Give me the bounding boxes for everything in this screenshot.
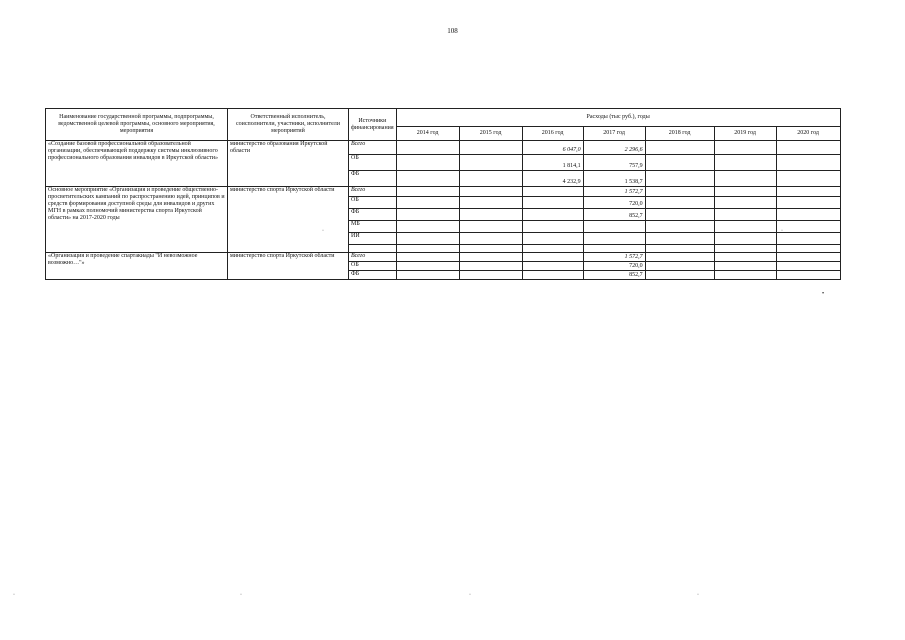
value-cell: 720,0 [583,262,645,271]
value-cell [776,209,840,221]
value-cell [645,171,714,187]
source-label: ОБ [349,262,397,271]
value-cell [776,221,840,233]
value-cell [396,197,459,209]
value-cell [714,221,776,233]
value-cell [459,271,522,280]
executor-name: министерство спорта Иркутской области [228,187,349,253]
table-row [46,253,841,262]
value-cell: 852,7 [583,271,645,280]
program-name: «Организация и проведение спартакиады "И невозможное возможно…"» [46,253,228,280]
table-row [46,187,841,197]
value-cell [714,253,776,262]
program-name: Основное мероприятие «Организация и проведение общественно-просветительских кампаний по распространению идей, принципов и средств формирования доступной среды для инвалидов и других МГН в рамках полномочий министерства спорта Иркутской области» на 2017-2020 годы [46,187,228,253]
value-cell [714,187,776,197]
value-cell [645,155,714,171]
value-cell [776,155,840,171]
value-cell [714,197,776,209]
table-row [46,141,841,155]
value-cell [459,141,522,155]
value-cell [522,271,583,280]
value-cell [776,262,840,271]
executor-name: министерство спорта Иркутской области [228,253,349,280]
value-cell [396,233,459,245]
source-label: МБ [349,221,397,233]
value-cell [522,233,583,245]
value-cell [459,187,522,197]
value-cell [645,262,714,271]
value-cell [714,141,776,155]
value-cell [396,171,459,187]
header-year: 2015 год [459,127,522,141]
value-cell [645,209,714,221]
value-cell [645,271,714,280]
value-cell: 6 047,0 [522,141,583,155]
scan-speck: · [697,592,699,598]
value-cell [459,155,522,171]
scan-speck: · [781,228,783,234]
value-cell [714,171,776,187]
value-cell [645,221,714,233]
value-cell [396,209,459,221]
value-cell [714,262,776,271]
value-cell [714,209,776,221]
value-cell [459,209,522,221]
scan-speck: · [13,592,15,598]
scan-speck: · [322,228,324,234]
program-name: «Создание базовой профессиональной образовательной организации, обеспечивающей поддержку системы инклюзивного профессионального образования инвалидов в Иркутской области» [46,141,228,187]
value-cell [396,141,459,155]
source-label: ОБ [349,155,397,171]
header-program: Наименование государственной программы, подпрограммы, ведомственной целевой программы, основного мероприятия, мероприятия [46,109,228,141]
value-cell [714,271,776,280]
page-number: 108 [447,27,458,35]
source-label: ФБ [349,171,397,187]
budget-table [45,108,841,280]
value-cell [459,221,522,233]
scan-speck: • [822,291,825,297]
value-cell [396,187,459,197]
source-label: ФБ [349,271,397,280]
value-cell [583,221,645,233]
value-cell [776,253,840,262]
value-cell [645,253,714,262]
value-cell [583,233,645,245]
value-cell [645,197,714,209]
value-cell [459,253,522,262]
executor-name: министерство образования Иркутской области [228,141,349,187]
source-label: ОБ [349,197,397,209]
header-year: 2014 год [396,127,459,141]
value-cell [522,209,583,221]
value-cell [459,197,522,209]
value-cell [522,197,583,209]
value-cell [396,253,459,262]
value-cell [522,262,583,271]
value-cell [396,221,459,233]
value-cell [522,221,583,233]
value-cell [645,187,714,197]
value-cell [459,233,522,245]
value-cell [645,233,714,245]
source-label: Всего [349,141,397,155]
value-cell [522,253,583,262]
value-cell: 852,7 [583,209,645,221]
header-year: 2017 год [583,127,645,141]
header-year: 2020 год [776,127,840,141]
value-cell: 1 814,1 [522,155,583,171]
value-cell [522,187,583,197]
header-executor: Ответственный исполнитель, соисполнители, участники, исполнители мероприятий [228,109,349,141]
source-label: ИИ [349,233,397,245]
value-cell: 4 232,9 [522,171,583,187]
value-cell [776,171,840,187]
value-cell: 720,0 [583,197,645,209]
source-label: Всего [349,187,397,197]
value-cell [714,233,776,245]
scan-speck: · [469,592,471,598]
value-cell: 1 538,7 [583,171,645,187]
scan-speck: · [240,592,242,598]
value-cell [776,233,840,245]
value-cell [776,197,840,209]
value-cell [459,171,522,187]
value-cell: 2 296,6 [583,141,645,155]
value-cell: 757,9 [583,155,645,171]
value-cell [459,262,522,271]
header-year: 2019 год [714,127,776,141]
header-expenses: Расходы (тыс руб.), годы [396,109,840,127]
value-cell [396,262,459,271]
value-cell [776,141,840,155]
value-cell [645,141,714,155]
value-cell [776,187,840,197]
source-label: Всего [349,253,397,262]
value-cell: 1 572,7 [583,187,645,197]
header-year: 2018 год [645,127,714,141]
value-cell [396,271,459,280]
value-cell: 1 572,7 [583,253,645,262]
value-cell [714,155,776,171]
header-year: 2016 год [522,127,583,141]
value-cell [396,155,459,171]
source-label: ФБ [349,209,397,221]
header-sources: Источники финансирования [349,109,397,141]
value-cell [776,271,840,280]
